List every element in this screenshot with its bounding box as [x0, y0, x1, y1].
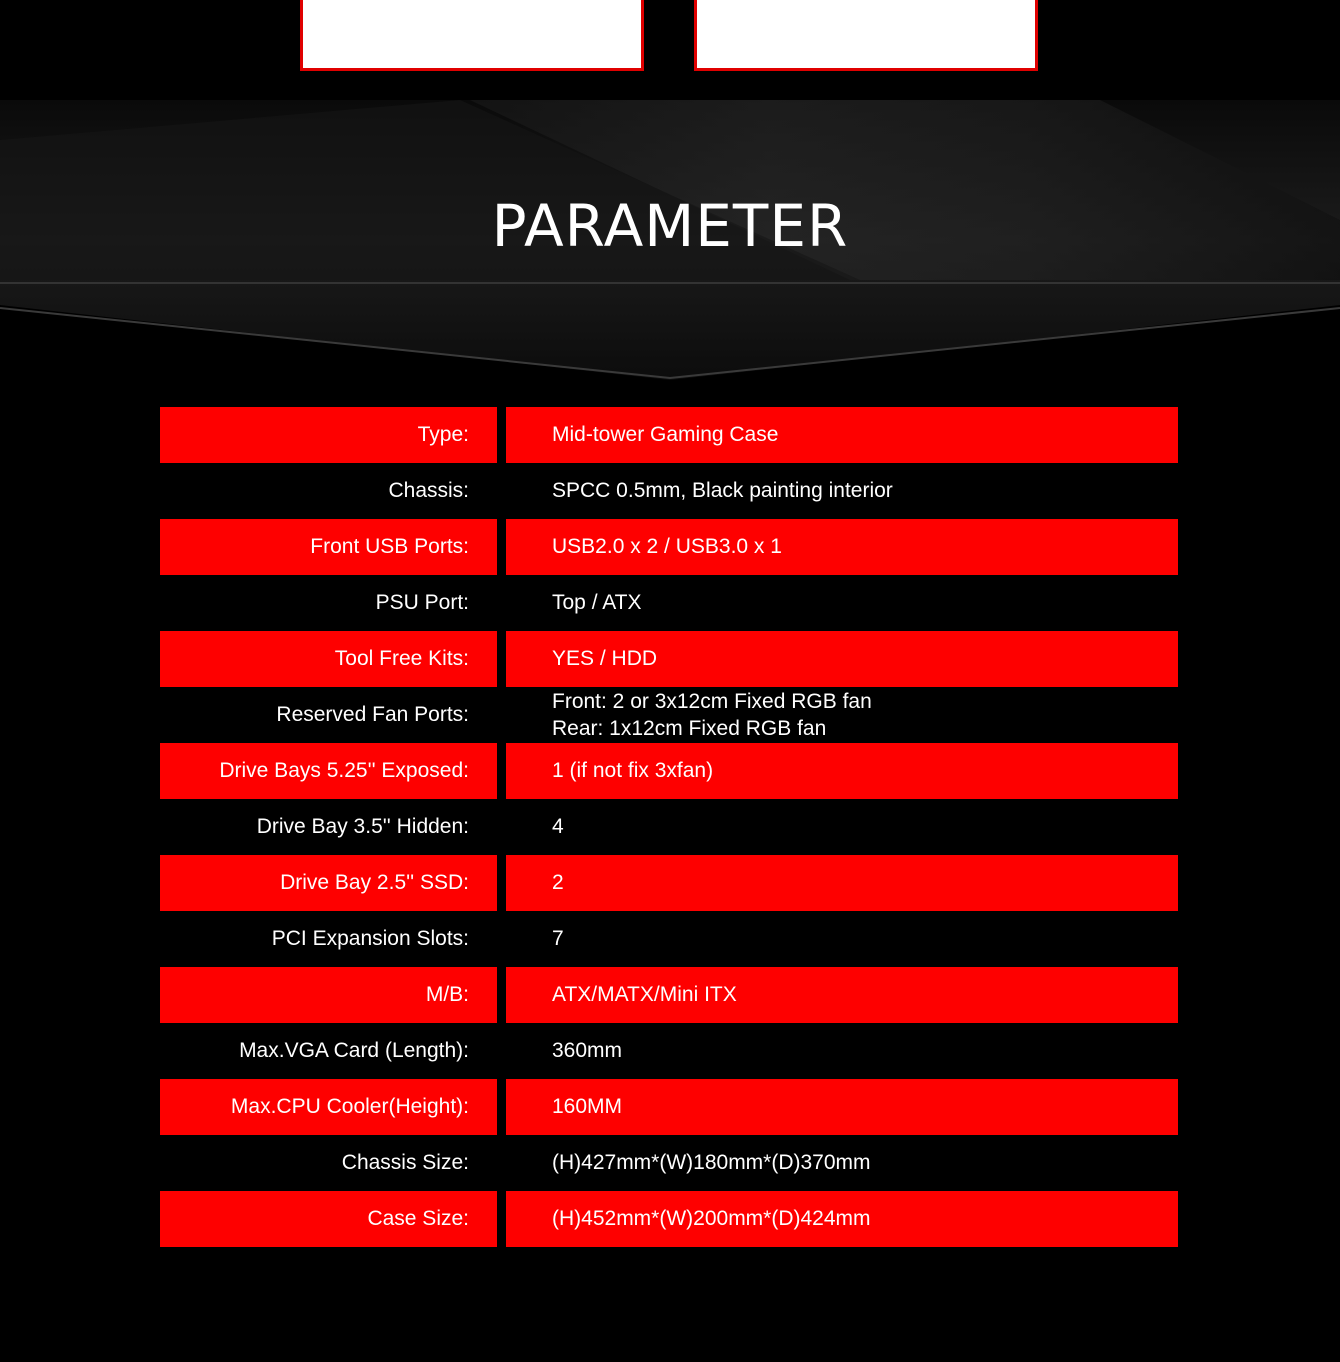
spec-row	[160, 855, 1178, 911]
spec-label: Front USB Ports:	[160, 519, 497, 575]
spec-row	[160, 463, 1178, 519]
spec-label: Tool Free Kits:	[160, 631, 497, 687]
spec-label: Case Size:	[160, 1191, 497, 1247]
spec-value	[506, 967, 1178, 1023]
spec-row	[160, 1079, 1178, 1135]
top-image-card-right	[694, 0, 1038, 71]
spec-value-line: 7	[552, 927, 564, 950]
spec-value-line: USB2.0 x 2 / USB3.0 x 1	[552, 535, 782, 558]
spec-label: Type:	[160, 407, 497, 463]
spec-row	[160, 631, 1178, 687]
spec-value-line: 360mm	[552, 1039, 623, 1062]
spec-row	[160, 407, 1178, 463]
spec-value	[506, 463, 1178, 519]
spec-value-line: 4	[552, 815, 564, 838]
spec-value-line: 1 (if not fix 3xfan)	[552, 759, 714, 782]
spec-value	[506, 519, 1178, 575]
spec-value	[506, 799, 1178, 855]
spec-value-line: Mid-tower Gaming Case	[552, 423, 779, 446]
page-title: PARAMETER	[491, 192, 849, 260]
spec-row	[160, 911, 1178, 967]
spec-label: Max.VGA Card (Length):	[239, 1039, 469, 1062]
spec-label: Drive Bay 2.5'' SSD:	[160, 855, 497, 911]
parameter-table	[160, 407, 1178, 1247]
spec-value	[506, 631, 1178, 687]
spec-value	[506, 911, 1178, 967]
spec-value	[506, 1135, 1178, 1191]
top-strip	[0, 0, 1340, 100]
spec-value-line: ATX/MATX/Mini ITX	[552, 983, 737, 1006]
spec-value-line: 160MM	[552, 1095, 623, 1118]
spec-label: PCI Expansion Slots:	[271, 927, 469, 950]
spec-row	[160, 687, 1178, 743]
spec-value	[506, 743, 1178, 799]
spec-label: Drive Bay 3.5'' Hidden:	[256, 815, 469, 838]
spec-label: Max.CPU Cooler(Height):	[160, 1079, 497, 1135]
spec-value	[506, 855, 1178, 911]
spec-value	[506, 1191, 1178, 1247]
spec-value-line: (H)427mm*(W)180mm*(D)370mm	[552, 1151, 871, 1174]
spec-label: Reserved Fan Ports:	[276, 703, 469, 726]
spec-value-line: (H)452mm*(W)200mm*(D)424mm	[552, 1207, 871, 1230]
spec-row	[160, 799, 1178, 855]
spec-value-line: Rear: 1x12cm Fixed RGB fan	[552, 717, 827, 740]
spec-value-line: 2	[552, 871, 564, 894]
spec-label: PSU Port:	[375, 591, 469, 614]
spec-row	[160, 967, 1178, 1023]
spec-value	[506, 407, 1178, 463]
spec-value-line: YES / HDD	[552, 647, 658, 670]
spec-label: Chassis Size:	[341, 1151, 469, 1174]
spec-value-line: Top / ATX	[552, 591, 642, 614]
spec-value	[506, 1023, 1178, 1079]
spec-value	[506, 687, 1178, 743]
spec-row	[160, 1191, 1178, 1247]
spec-row	[160, 1135, 1178, 1191]
spec-value-line: SPCC 0.5mm, Black painting interior	[552, 479, 893, 502]
spec-value	[506, 1079, 1178, 1135]
spec-label: M/B:	[160, 967, 497, 1023]
spec-row	[160, 519, 1178, 575]
top-image-card-left	[300, 0, 644, 71]
spec-row	[160, 575, 1178, 631]
spec-label: Drive Bays 5.25'' Exposed:	[160, 743, 497, 799]
spec-row	[160, 743, 1178, 799]
spec-value-line: Front: 2 or 3x12cm Fixed RGB fan	[552, 690, 872, 713]
spec-label: Chassis:	[388, 479, 469, 502]
spec-row	[160, 1023, 1178, 1079]
spec-value	[506, 575, 1178, 631]
